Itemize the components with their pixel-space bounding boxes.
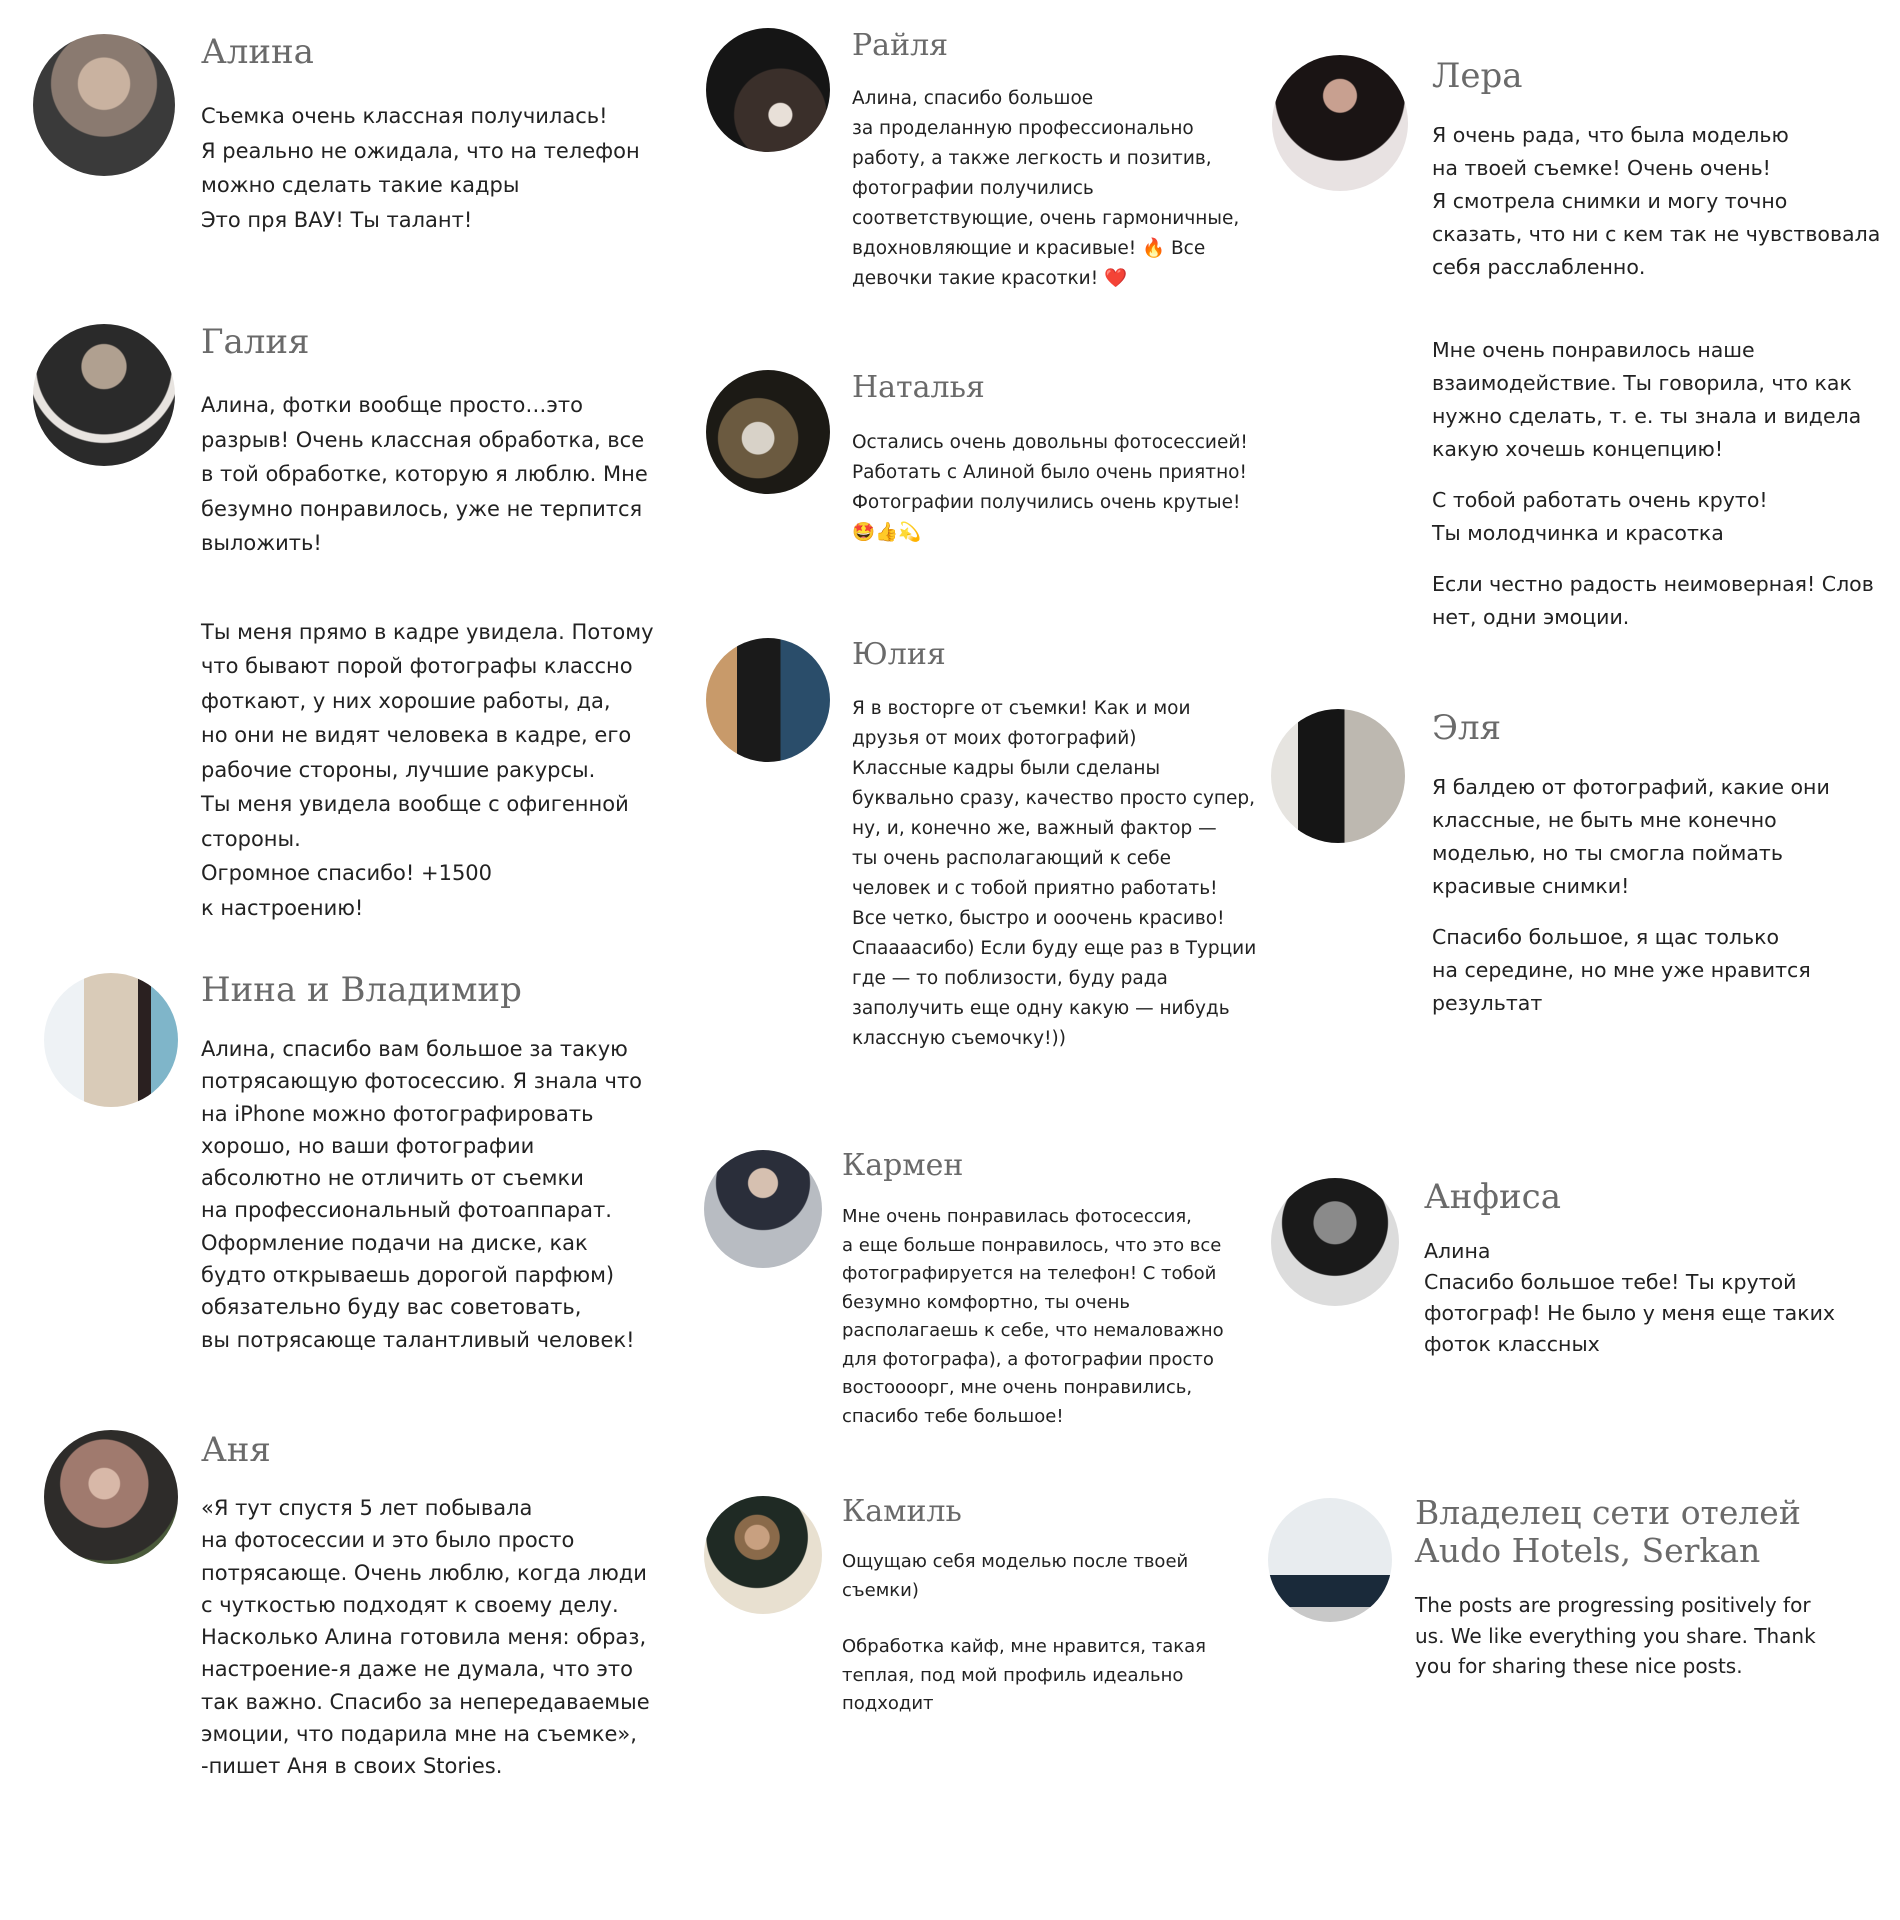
review-line: друзья от моих фотографий)	[852, 728, 1137, 749]
review-line: в той обработке, которую я люблю. Мне	[201, 462, 648, 486]
review-line: Я реально не ожидала, что на телефон	[201, 138, 640, 163]
review-line: Фотографии получились очень крутые!	[852, 492, 1241, 513]
reviewer-name: Нина и Владимир	[201, 970, 522, 1010]
avatar	[33, 324, 175, 466]
review-line: фоткают, у них хорошие работы, да,	[201, 688, 611, 713]
review-line: Я очень рада, что была моделью	[1432, 123, 1789, 147]
avatar	[1271, 709, 1405, 843]
review-line: красивые снимки!	[1432, 874, 1630, 898]
review-line: Спасибо большое, я щас только	[1432, 925, 1779, 949]
review-line: Оформление подачи на диске, как	[201, 1230, 588, 1255]
reviewer-name: Лера	[1432, 56, 1523, 96]
review-line: человек и с тобой приятно работать!	[852, 878, 1218, 899]
avatar	[33, 34, 175, 176]
review-line: ну, и, конечно же, важный фактор —	[852, 818, 1217, 839]
avatar	[1271, 1178, 1399, 1306]
review-line: на профессиональный фотоаппарат.	[201, 1198, 612, 1223]
avatar	[706, 28, 830, 152]
review-line: будто открываешь дорогой парфюм)	[201, 1263, 615, 1288]
review-text	[852, 84, 1239, 294]
review-line: вдохновляющие и красивые! 🔥 Все	[852, 238, 1206, 259]
review-line: Мне очень понравилось наше	[1432, 338, 1755, 362]
review-line: моделью, но ты смогла поймать	[1432, 841, 1783, 865]
review-line: Audo Hotels, Serkan	[1415, 1531, 1761, 1570]
review-line: классную съемочку!))	[852, 1028, 1066, 1049]
reviewer-name: Райля	[852, 28, 949, 63]
review-line: Алина	[1424, 1239, 1491, 1263]
review-line: но они не видят человека в кадре, его	[201, 723, 632, 747]
review-line: Спасибо большое тебе! Ты крутой	[1424, 1270, 1797, 1294]
review-line: классные, не быть мне конечно	[1432, 808, 1777, 832]
review-line: фотографируется на телефон! С тобой	[842, 1263, 1217, 1284]
review-line: себя расслабленно.	[1432, 255, 1646, 279]
avatar	[1272, 55, 1408, 191]
review-line: Алина, спасибо вам большое за такую	[201, 1037, 628, 1061]
review-line: Это пря ВАУ! Ты талант!	[201, 207, 473, 232]
review-text	[201, 1033, 642, 1356]
review-line: The posts are progressing positively for	[1415, 1593, 1811, 1617]
review-line: фотограф! Не было у меня еще таких	[1424, 1301, 1836, 1325]
review-line: -пишет Аня в своих Stories.	[201, 1754, 503, 1779]
review-line: Ты молодчинка и красотка	[1432, 521, 1724, 545]
reviewer-name: Аня	[201, 1430, 271, 1470]
review-line: Классные кадры были сделаны	[852, 758, 1161, 779]
review-line: к настроению!	[201, 895, 364, 920]
review-text	[201, 99, 640, 237]
reviewer-name: Камиль	[842, 1494, 962, 1529]
avatar	[706, 370, 830, 494]
review-line: девочки такие красотки! ❤️	[852, 268, 1128, 289]
reviewer-name: Юлия	[852, 637, 946, 672]
review-line: на iPhone можно фотографировать	[201, 1101, 594, 1126]
reviewer-name: Кармен	[842, 1148, 964, 1183]
review-text	[852, 428, 1248, 548]
review-line: ты очень располагающий к себе	[852, 848, 1171, 869]
avatar	[44, 973, 178, 1107]
review-line: работу, а также легкость и позитив,	[852, 148, 1212, 169]
review-line: потрясающую фотосессию. Я знала что	[201, 1069, 643, 1094]
avatar	[1268, 1498, 1392, 1622]
review-line: Я балдею от фотографий, какие они	[1432, 775, 1830, 799]
review-line: Я в восторге от съемки! Как и мои	[852, 698, 1191, 719]
review-line: you for sharing these nice posts.	[1415, 1654, 1743, 1678]
review-line: сказать, что ни с кем так не чувствовала	[1432, 222, 1881, 246]
review-line: можно сделать такие кадры	[201, 173, 520, 197]
review-line: С тобой работать очень круто!	[1432, 488, 1768, 512]
review-line: за проделанную профессионально	[852, 118, 1194, 139]
review-line: разрыв! Очень классная обработка, все	[201, 427, 645, 452]
review-line: Обработка кайф, мне нравится, такая	[842, 1636, 1206, 1657]
review-line: Мне очень понравилась фотосессия,	[842, 1206, 1192, 1227]
review-line: взаимодействие. Ты говорила, что как	[1432, 371, 1852, 395]
review-text	[852, 694, 1256, 1054]
review-line: фоток классных	[1424, 1332, 1600, 1356]
review-line: какую хочешь концепцию!	[1432, 437, 1724, 461]
review-line: что бывают порой фотографы классно	[201, 654, 633, 678]
review-line: с чуткостью подходят к своему делу.	[201, 1592, 619, 1617]
reviewer-name: Алина	[201, 32, 314, 72]
review-line: «Я тут спустя 5 лет побывала	[201, 1496, 533, 1520]
reviewer-name: Галия	[201, 322, 310, 362]
reviewer-name	[1415, 1494, 1801, 1570]
reviewer-name: Анфиса	[1424, 1177, 1561, 1217]
review-text	[201, 388, 654, 925]
review-line: буквально сразу, качество просто супер,	[852, 788, 1255, 809]
review-line: Ты меня увидела вообще с офигенной	[201, 792, 629, 816]
review-line: Насколько Алина готовила меня: образ,	[201, 1625, 647, 1650]
review-text	[1432, 334, 1874, 634]
review-line: Остались очень довольны фотосессией!	[852, 432, 1248, 453]
review-line: эмоции, что подарила мне на съемке»,	[201, 1722, 637, 1747]
review-line: на фотосессии и это было просто	[201, 1528, 575, 1553]
review-line: Спаааасибо) Если буду еще раз в Турции	[852, 938, 1257, 959]
avatar	[704, 1496, 822, 1614]
review-line: располагаешь к себе, что немаловажно	[842, 1320, 1224, 1341]
review-line: Съемка очень классная получилась!	[201, 104, 608, 128]
review-text	[1424, 1236, 1835, 1360]
review-text	[842, 1203, 1224, 1431]
review-line: теплая, под мой профиль идеально	[842, 1664, 1184, 1686]
review-line: Владелец сети отелей	[1415, 1493, 1801, 1532]
review-text	[201, 1492, 650, 1783]
review-line: Алина, спасибо большое	[852, 88, 1094, 109]
review-line: Все четко, быстро и ооочень красиво!	[852, 908, 1225, 929]
avatar	[704, 1150, 822, 1268]
avatar	[44, 1430, 178, 1564]
review-line: вы потрясающе талантливый человек!	[201, 1327, 635, 1352]
review-line: нужно сделать, т. е. ты знала и видела	[1432, 404, 1862, 428]
review-line: подходит	[842, 1693, 934, 1714]
review-line: потрясающе. Очень люблю, когда люди	[201, 1560, 647, 1585]
avatar	[706, 638, 830, 762]
review-line: соответствующие, очень гармоничные,	[852, 208, 1240, 229]
review-line: us. We like everything you share. Thank	[1415, 1623, 1816, 1648]
review-line: хорошо, но ваши фотографии	[201, 1133, 535, 1158]
review-line: где — то поблизости, буду рада	[852, 968, 1168, 989]
reviewer-name: Эля	[1432, 708, 1502, 748]
review-line: выложить!	[201, 531, 322, 555]
review-line: Ты меня прямо в кадре увидела. Потому	[201, 619, 654, 644]
review-line: Огромное спасибо! +1500	[201, 861, 493, 885]
review-line: рабочие стороны, лучшие ракурсы.	[201, 757, 596, 782]
review-line: обязательно буду вас советовать,	[201, 1295, 582, 1320]
review-line: Алина, фотки вообще просто…это	[201, 393, 583, 417]
review-line: настроение-я даже не думала, что это	[201, 1657, 633, 1682]
review-line: безумно комфортно, ты очень	[842, 1291, 1130, 1313]
review-line: Если честно радость неимоверная! Слов	[1432, 572, 1874, 596]
review-line: нет, одни эмоции.	[1432, 605, 1630, 629]
review-line: заполучить еще одну какую — нибудь	[852, 998, 1230, 1019]
review-text	[1415, 1590, 1816, 1682]
review-line: а еще больше понравилось, что это все	[842, 1234, 1222, 1256]
review-line: Работать с Алиной было очень приятно!	[852, 462, 1247, 483]
review-line: на твоей съемке! Очень очень!	[1432, 156, 1771, 180]
review-line: востоооорг, мне очень понравились,	[842, 1377, 1193, 1398]
review-line: на середине, но мне уже нравится	[1432, 958, 1811, 982]
review-line: спасибо тебе большое!	[842, 1405, 1064, 1427]
review-line: фотографии получились	[852, 178, 1094, 199]
review-line: съемки)	[842, 1579, 919, 1601]
review-line: так важно. Спасибо за непередаваемые	[201, 1689, 650, 1714]
review-line: результат	[1432, 991, 1543, 1015]
review-line: безумно понравилось, уже не терпится	[201, 496, 643, 521]
review-line: абсолютно не отличить от съемки	[201, 1166, 584, 1191]
review-text	[1432, 771, 1830, 1020]
reviewer-name: Наталья	[852, 370, 985, 405]
review-line: Ощущаю себя моделью после твоей	[842, 1551, 1189, 1572]
review-text	[1432, 119, 1880, 284]
review-line: стороны.	[201, 826, 301, 851]
review-line: Я смотрела снимки и могу точно	[1432, 189, 1788, 213]
review-line: для фотографа), а фотографии просто	[842, 1348, 1214, 1370]
review-line: 🤩👍💫	[852, 522, 922, 543]
review-text	[842, 1548, 1206, 1719]
